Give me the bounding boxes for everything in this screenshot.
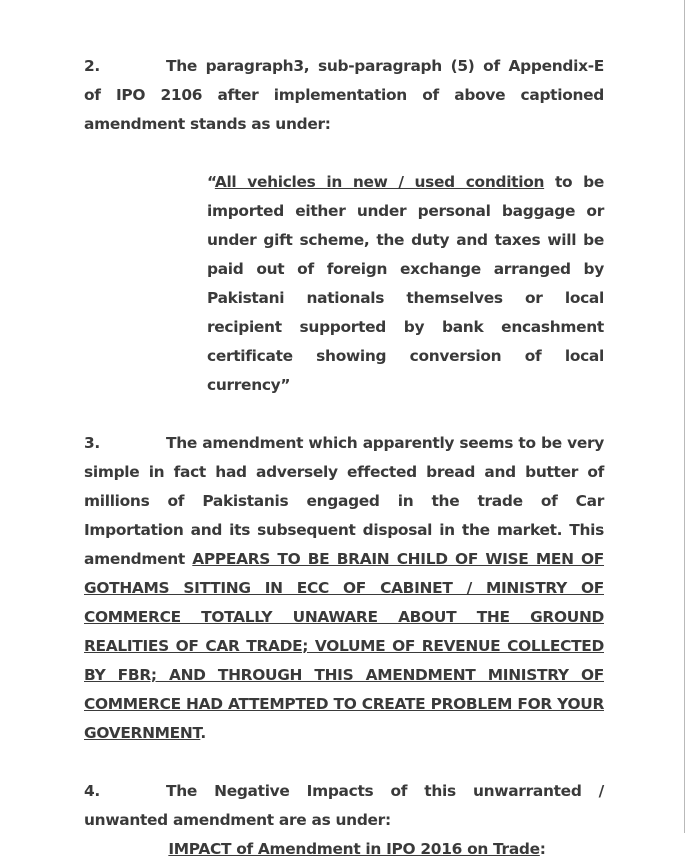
section-heading: [84, 835, 604, 864]
paragraph-4: [84, 777, 604, 835]
paragraph-end: .: [200, 724, 206, 742]
emphasis-text: APPEARS TO BE BRAIN CHILD OF WISE MEN OF GOTHAMS SITTING IN ECC OF CABINET / MINISTRY OF COMMERCE TOTALLY UNAWARE ABOUT THE GROUND REALITIES OF CAR TRADE; VOLUME OF REVENUE COLLECTED BY FBR; AND THROUGH THIS AMENDMENT MINISTRY OF COMMERCE HAD ATTEMPTED TO CREATE PROBLEM FOR YOUR GOVERNMENT: [84, 550, 605, 742]
quote-text: to be imported either under personal baggage or under gift scheme, the duty and taxes will be paid out of foreign exchange arranged by Pakistani nationals themselves or local recipient supported by bank encashment certificate showing conversion of local currency”: [207, 173, 604, 394]
paragraph-text: The paragraph3, sub-paragraph (5) of Appendix-E of IPO 2106 after implementation of above captioned amendment stands as under:: [84, 57, 604, 133]
paragraph-3: [84, 429, 604, 748]
heading-colon: :: [539, 840, 546, 858]
paragraph-number: 2.: [84, 57, 100, 75]
paragraph-text: The amendment which apparently seems to be very simple in fact had adversely effected bread and butter of millions of Pakistanis engaged in the trade of Car Importation and its subsequent disposal in the market. This amendment: [84, 434, 604, 568]
spacer: [84, 748, 604, 777]
paragraph-2: [84, 52, 604, 139]
heading-text: IMPACT of Amendment in IPO 2016 on Trade: [168, 840, 540, 858]
paragraph-text: The Negative Impacts of this unwarranted / unwanted amendment are as under:: [84, 782, 604, 829]
spacer: [84, 400, 604, 429]
spacer: [84, 139, 604, 168]
quote-open-mark: “: [207, 173, 215, 191]
quote-underlined-text: All vehicles in new / used condition: [214, 173, 545, 191]
quoted-provision: [207, 168, 604, 400]
paragraph-number: 4.: [84, 782, 100, 800]
paragraph-number: 3.: [84, 434, 100, 452]
document-body: [84, 52, 604, 864]
